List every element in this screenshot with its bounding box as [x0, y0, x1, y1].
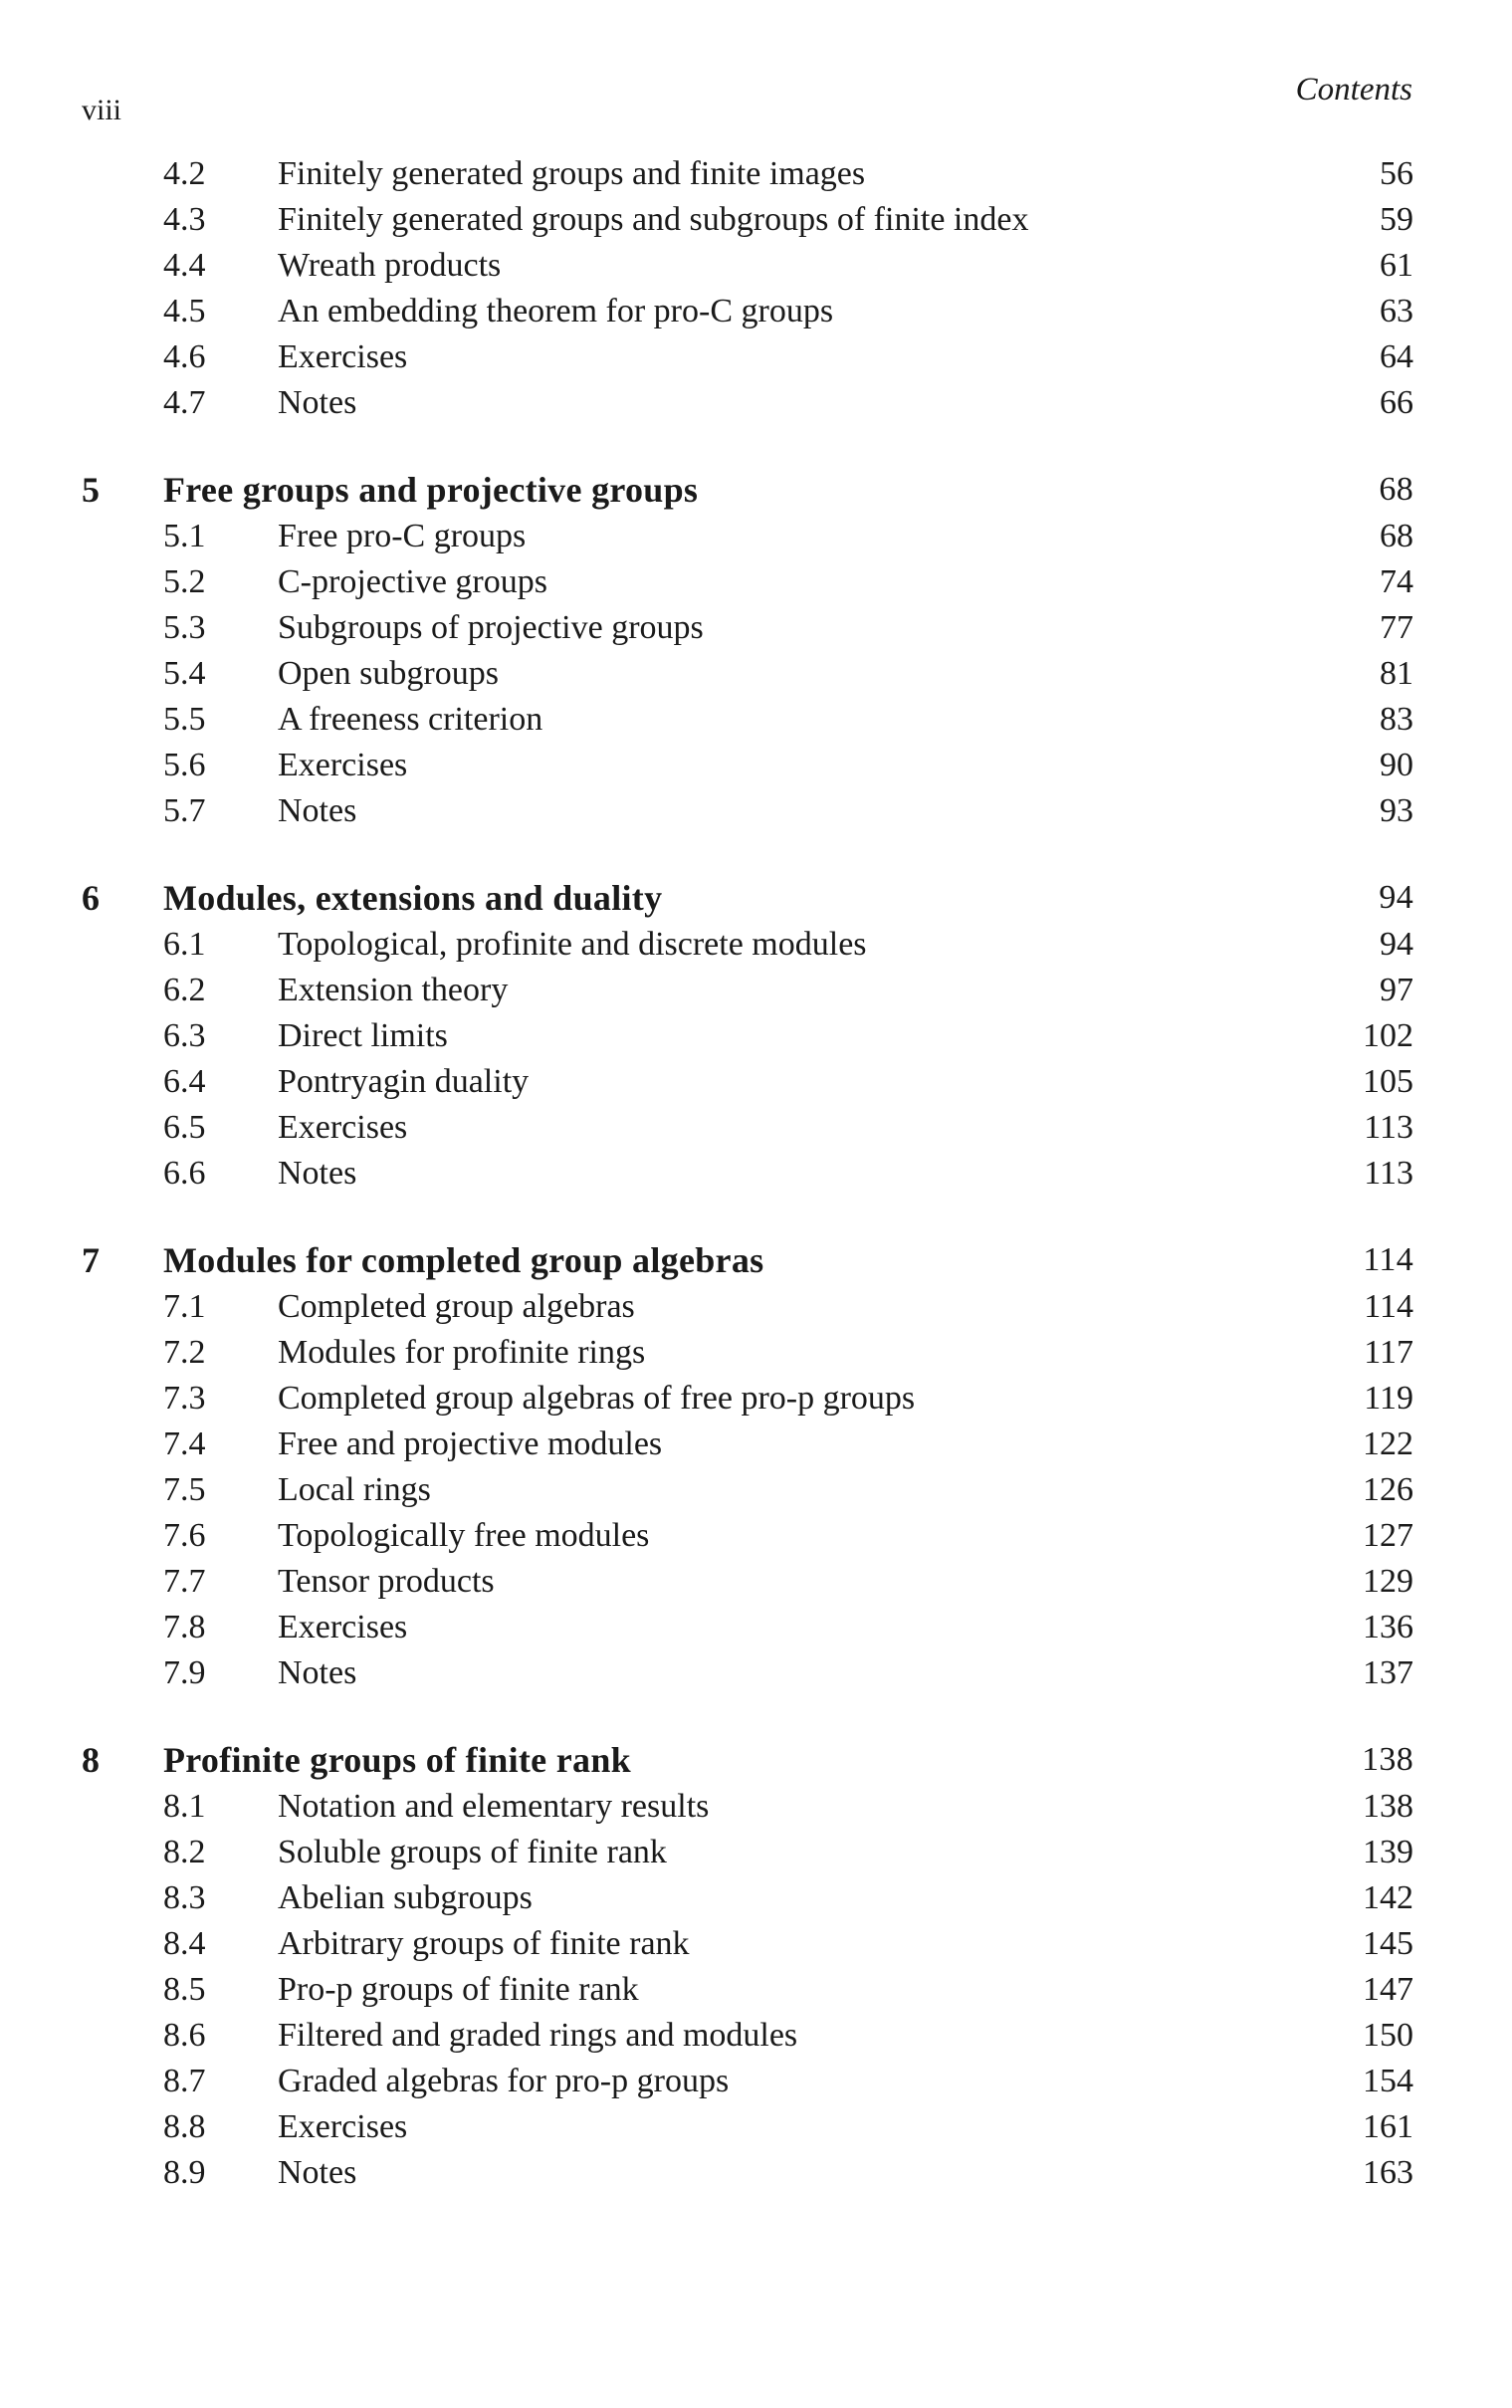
section-number: 7.1	[163, 1288, 206, 1325]
chapter-title: Free groups and projective groups	[163, 470, 699, 510]
section-page: 150	[1363, 2017, 1413, 2054]
section-number: 8.7	[163, 2063, 206, 2099]
section-title: Notation and elementary results	[278, 1788, 710, 1825]
section-number: 5.5	[163, 701, 206, 738]
toc-section-row	[82, 1151, 1413, 1197]
section-number: 8.2	[163, 1834, 206, 1870]
section-title: Topologically free modules	[278, 1517, 650, 1554]
section-number: 5.3	[163, 609, 206, 646]
section-title: Finitely generated groups and finite images	[278, 155, 866, 192]
toc-section-row	[82, 1967, 1413, 2013]
section-number: 6.4	[163, 1063, 206, 1100]
section-page: 161	[1363, 2108, 1413, 2145]
section-title: Exercises	[278, 747, 408, 783]
section-title: A freeness criterion	[278, 701, 543, 738]
toc-section-row	[82, 1605, 1413, 1650]
section-title: Arbitrary groups of finite rank	[278, 1925, 690, 1962]
toc-section-row	[82, 1921, 1413, 1967]
section-page: 114	[1364, 1288, 1413, 1325]
toc-section-row	[82, 788, 1413, 834]
section-page: 122	[1363, 1425, 1413, 1462]
section-title: Direct limits	[278, 1017, 448, 1054]
section-number: 8.8	[163, 2108, 206, 2145]
section-title: Notes	[278, 2154, 357, 2191]
section-title: Free pro-C groups	[278, 518, 527, 554]
toc-section-row	[82, 1376, 1413, 1422]
section-number: 7.6	[163, 1517, 206, 1554]
toc-section-row	[82, 1875, 1413, 1921]
section-title: Soluble groups of finite rank	[278, 1834, 667, 1870]
section-title: Open subgroups	[278, 655, 499, 692]
chapter-number: 7	[82, 1240, 101, 1280]
section-page: 74	[1380, 563, 1413, 600]
toc-section-row	[82, 2150, 1413, 2196]
section-title: Extension theory	[278, 972, 509, 1008]
toc-section-row	[82, 1784, 1413, 1830]
chapter-7	[82, 1236, 1413, 1696]
section-page: 68	[1380, 518, 1413, 554]
section-title: Exercises	[278, 1109, 408, 1146]
section-number: 4.5	[163, 293, 206, 329]
section-page: 81	[1380, 655, 1413, 692]
chapter-5	[82, 466, 1413, 834]
section-page: 136	[1363, 1609, 1413, 1645]
section-page: 113	[1364, 1155, 1413, 1192]
toc-section-row	[82, 1830, 1413, 1875]
section-title: Free and projective modules	[278, 1425, 663, 1462]
toc-section-row	[82, 968, 1413, 1013]
section-page: 142	[1363, 1879, 1413, 1916]
section-number: 7.4	[163, 1425, 206, 1462]
toc-section-row	[82, 2013, 1413, 2059]
section-number: 7.2	[163, 1334, 206, 1371]
section-number: 6.1	[163, 926, 206, 963]
section-number: 8.1	[163, 1788, 206, 1825]
section-number: 4.2	[163, 155, 206, 192]
toc-section-row	[82, 605, 1413, 651]
chapter-page: 114	[1363, 1241, 1413, 1278]
section-number: 8.4	[163, 1925, 206, 1962]
running-title: Contents	[1295, 72, 1412, 108]
chapter-number: 8	[82, 1740, 101, 1780]
section-page: 64	[1380, 338, 1413, 375]
toc-section-row	[82, 922, 1413, 968]
section-page: 147	[1363, 1971, 1413, 2008]
chapter-8	[82, 1736, 1413, 2196]
section-number: 7.9	[163, 1654, 206, 1691]
chapter-title: Modules, extensions and duality	[163, 878, 663, 918]
section-page: 59	[1380, 201, 1413, 238]
section-page: 119	[1364, 1380, 1413, 1417]
toc-section-row	[82, 1650, 1413, 1696]
section-page: 63	[1380, 293, 1413, 329]
section-page: 127	[1363, 1517, 1413, 1554]
toc-section-row	[82, 1559, 1413, 1605]
section-title: Exercises	[278, 338, 408, 375]
section-title: Notes	[278, 1654, 357, 1691]
section-title: Finitely generated groups and subgroups of finite index	[278, 201, 1029, 238]
section-number: 5.4	[163, 655, 206, 692]
section-title: C-projective groups	[278, 563, 547, 600]
section-page: 129	[1363, 1563, 1413, 1600]
section-title: Exercises	[278, 1609, 408, 1645]
section-page: 145	[1363, 1925, 1413, 1962]
section-title: An embedding theorem for pro-C groups	[278, 293, 834, 329]
toc-section-row	[82, 1330, 1413, 1376]
chapter-4-continuation	[82, 151, 1413, 426]
section-number: 4.3	[163, 201, 206, 238]
section-title: Notes	[278, 1155, 357, 1192]
section-title: Completed group algebras	[278, 1288, 635, 1325]
section-title: Notes	[278, 792, 357, 829]
section-page: 139	[1363, 1834, 1413, 1870]
toc-section-row	[82, 1422, 1413, 1467]
section-number: 5.2	[163, 563, 206, 600]
toc-section-row	[82, 334, 1413, 380]
section-number: 6.2	[163, 972, 206, 1008]
section-page: 163	[1363, 2154, 1413, 2191]
section-page: 154	[1363, 2063, 1413, 2099]
chapter-number: 6	[82, 878, 101, 918]
section-number: 5.6	[163, 747, 206, 783]
chapter-page: 68	[1379, 471, 1413, 508]
toc-chapter-row	[82, 466, 1413, 514]
section-title: Abelian subgroups	[278, 1879, 533, 1916]
page-folio: viii	[82, 94, 122, 126]
section-title: Wreath products	[278, 247, 502, 284]
section-title: Notes	[278, 384, 357, 421]
section-page: 138	[1363, 1788, 1413, 1825]
section-number: 4.6	[163, 338, 206, 375]
section-number: 5.7	[163, 792, 206, 829]
section-title: Exercises	[278, 2108, 408, 2145]
section-page: 56	[1380, 155, 1413, 192]
chapter-number: 5	[82, 470, 101, 510]
toc-section-row	[82, 1284, 1413, 1330]
section-page: 90	[1380, 747, 1413, 783]
section-number: 4.7	[163, 384, 206, 421]
toc-chapter-row	[82, 1236, 1413, 1284]
section-title: Pontryagin duality	[278, 1063, 530, 1100]
section-page: 61	[1380, 247, 1413, 284]
toc-section-row	[82, 559, 1413, 605]
toc-section-row	[82, 743, 1413, 788]
section-page: 105	[1363, 1063, 1413, 1100]
section-page: 93	[1380, 792, 1413, 829]
section-page: 66	[1380, 384, 1413, 421]
toc-section-row	[82, 380, 1413, 426]
toc-section-row	[82, 1513, 1413, 1559]
chapter-page: 138	[1362, 1741, 1413, 1778]
section-page: 94	[1380, 926, 1413, 963]
toc-chapter-row	[82, 874, 1413, 922]
toc-section-row	[82, 514, 1413, 559]
section-title: Tensor products	[278, 1563, 495, 1600]
chapter-title: Profinite groups of finite rank	[163, 1740, 631, 1780]
toc-chapter-row	[82, 1736, 1413, 1784]
section-number: 6.6	[163, 1155, 206, 1192]
table-of-contents	[82, 151, 1413, 2236]
section-page: 77	[1380, 609, 1413, 646]
section-number: 7.8	[163, 1609, 206, 1645]
section-page: 102	[1363, 1017, 1413, 1054]
section-page: 113	[1364, 1109, 1413, 1146]
toc-section-row	[82, 197, 1413, 243]
toc-section-row	[82, 651, 1413, 697]
section-title: Filtered and graded rings and modules	[278, 2017, 798, 2054]
section-title: Topological, profinite and discrete modules	[278, 926, 867, 963]
section-title: Graded algebras for pro-p groups	[278, 2063, 730, 2099]
section-number: 5.1	[163, 518, 206, 554]
section-number: 7.7	[163, 1563, 206, 1600]
section-number: 8.9	[163, 2154, 206, 2191]
toc-section-row	[82, 697, 1413, 743]
section-number: 7.3	[163, 1380, 206, 1417]
toc-section-row	[82, 2059, 1413, 2104]
section-number: 4.4	[163, 247, 206, 284]
toc-section-row	[82, 151, 1413, 197]
section-number: 7.5	[163, 1471, 206, 1508]
section-number: 8.5	[163, 1971, 206, 2008]
chapter-title: Modules for completed group algebras	[163, 1240, 764, 1280]
section-title: Completed group algebras of free pro-p groups	[278, 1380, 916, 1417]
section-title: Modules for profinite rings	[278, 1334, 646, 1371]
toc-section-row	[82, 1467, 1413, 1513]
toc-section-row	[82, 289, 1413, 334]
section-title: Subgroups of projective groups	[278, 609, 704, 646]
section-title: Local rings	[278, 1471, 431, 1508]
section-number: 8.6	[163, 2017, 206, 2054]
section-number: 8.3	[163, 1879, 206, 1916]
section-number: 6.5	[163, 1109, 206, 1146]
chapter-6	[82, 874, 1413, 1197]
section-page: 117	[1364, 1334, 1413, 1371]
section-number: 6.3	[163, 1017, 206, 1054]
toc-section-row	[82, 1013, 1413, 1059]
section-page: 126	[1363, 1471, 1413, 1508]
toc-section-row	[82, 1059, 1413, 1105]
running-head	[82, 72, 1412, 126]
toc-section-row	[82, 243, 1413, 289]
section-page: 83	[1380, 701, 1413, 738]
toc-section-row	[82, 1105, 1413, 1151]
section-title: Pro-p groups of finite rank	[278, 1971, 639, 2008]
section-page: 137	[1363, 1654, 1413, 1691]
toc-section-row	[82, 2104, 1413, 2150]
section-page: 97	[1380, 972, 1413, 1008]
chapter-page: 94	[1379, 879, 1413, 916]
